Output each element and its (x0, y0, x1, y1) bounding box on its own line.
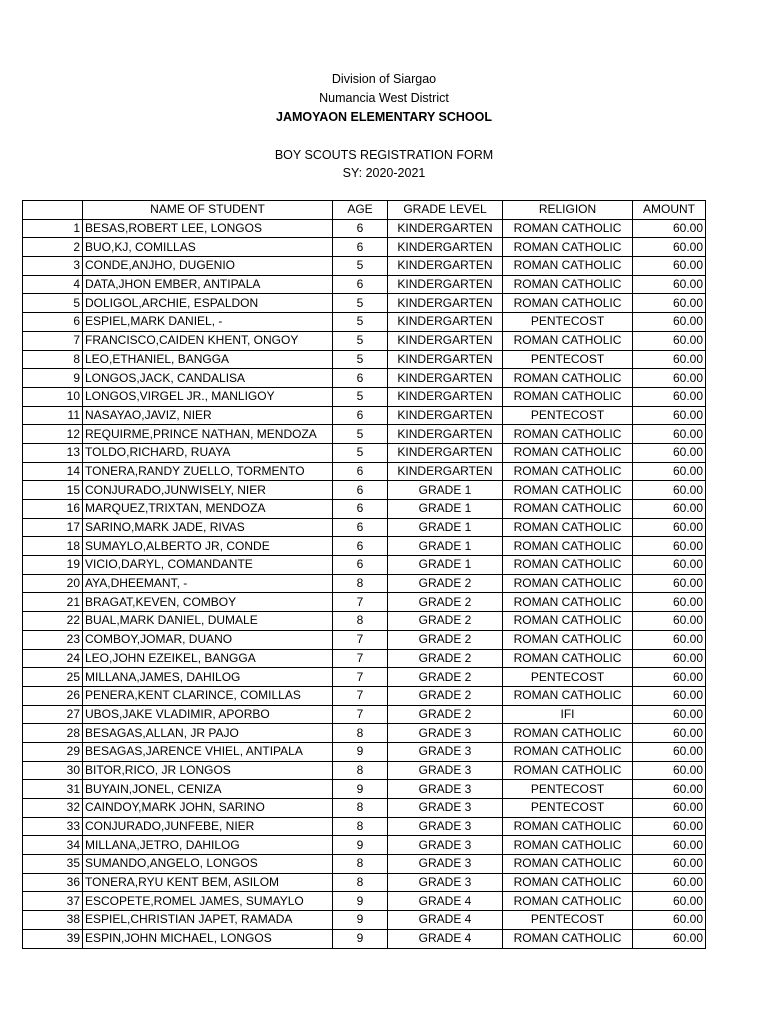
row-number: 24 (23, 649, 83, 668)
row-number: 1 (23, 219, 83, 238)
grade-level: GRADE 3 (388, 855, 503, 874)
amount: 60.00 (633, 238, 706, 257)
student-age: 9 (333, 929, 388, 948)
amount: 60.00 (633, 556, 706, 575)
student-name: TOLDO,RICHARD, RUAYA (83, 443, 333, 462)
table-row (23, 369, 706, 388)
grade-level: GRADE 2 (388, 612, 503, 631)
student-name: CAINDOY,MARK JOHN, SARINO (83, 799, 333, 818)
amount: 60.00 (633, 668, 706, 687)
table-row (23, 518, 706, 537)
division-title: Division of Siargao (331, 72, 437, 86)
student-name: CONDE,ANJHO, DUGENIO (83, 257, 333, 276)
student-name: COMBOY,JOMAR, DUANO (83, 630, 333, 649)
form-title: BOY SCOUTS REGISTRATION FORM (274, 148, 494, 162)
religion: ROMAN CATHOLIC (503, 761, 633, 780)
student-age: 5 (333, 387, 388, 406)
row-number: 22 (23, 612, 83, 631)
row-number: 36 (23, 873, 83, 892)
table-row (23, 911, 706, 930)
grade-level: GRADE 1 (388, 481, 503, 500)
student-age: 5 (333, 425, 388, 444)
grade-level: KINDERGARTEN (388, 350, 503, 369)
student-age: 9 (333, 742, 388, 761)
student-age: 6 (333, 462, 388, 481)
religion: ROMAN CATHOLIC (503, 649, 633, 668)
student-name: TONERA,RANDY ZUELLO, TORMENTO (83, 462, 333, 481)
grade-level: GRADE 2 (388, 630, 503, 649)
religion: ROMAN CATHOLIC (503, 612, 633, 631)
grade-level: KINDERGARTEN (388, 425, 503, 444)
row-number: 6 (23, 313, 83, 332)
student-age: 8 (333, 873, 388, 892)
amount: 60.00 (633, 313, 706, 332)
religion: ROMAN CATHOLIC (503, 500, 633, 519)
grade-level: KINDERGARTEN (388, 331, 503, 350)
grade-level: KINDERGARTEN (388, 257, 503, 276)
column-header-number (23, 201, 83, 220)
row-number: 19 (23, 556, 83, 575)
table-row (23, 761, 706, 780)
table-row (23, 275, 706, 294)
religion: PENTECOST (503, 668, 633, 687)
grade-level: GRADE 2 (388, 574, 503, 593)
amount: 60.00 (633, 724, 706, 743)
student-age: 5 (333, 350, 388, 369)
row-number: 28 (23, 724, 83, 743)
amount: 60.00 (633, 500, 706, 519)
grade-level: GRADE 1 (388, 500, 503, 519)
amount: 60.00 (633, 443, 706, 462)
grade-level: KINDERGARTEN (388, 294, 503, 313)
student-age: 9 (333, 780, 388, 799)
religion: ROMAN CATHOLIC (503, 686, 633, 705)
student-age: 8 (333, 761, 388, 780)
religion: ROMAN CATHOLIC (503, 873, 633, 892)
religion: ROMAN CATHOLIC (503, 387, 633, 406)
student-age: 5 (333, 294, 388, 313)
row-number: 7 (23, 331, 83, 350)
amount: 60.00 (633, 406, 706, 425)
table-row (23, 387, 706, 406)
table-row (23, 668, 706, 687)
grade-level: GRADE 3 (388, 742, 503, 761)
religion: ROMAN CATHOLIC (503, 817, 633, 836)
grade-level: GRADE 3 (388, 873, 503, 892)
student-name: LEO,ETHANIEL, BANGGA (83, 350, 333, 369)
grade-level: GRADE 2 (388, 649, 503, 668)
grade-level: KINDERGARTEN (388, 387, 503, 406)
student-name: SUMANDO,ANGELO, LONGOS (83, 855, 333, 874)
student-name: BESAGAS,JARENCE VHIEL, ANTIPALA (83, 742, 333, 761)
religion: ROMAN CATHOLIC (503, 425, 633, 444)
amount: 60.00 (633, 817, 706, 836)
grade-level: GRADE 1 (388, 537, 503, 556)
religion: PENTECOST (503, 780, 633, 799)
grade-level: GRADE 4 (388, 892, 503, 911)
row-number: 14 (23, 462, 83, 481)
row-number: 10 (23, 387, 83, 406)
grade-level: GRADE 3 (388, 799, 503, 818)
religion: ROMAN CATHOLIC (503, 331, 633, 350)
row-number: 5 (23, 294, 83, 313)
registration-table (22, 200, 706, 949)
amount: 60.00 (633, 686, 706, 705)
student-name: BUO,KJ, COMILLAS (83, 238, 333, 257)
student-age: 5 (333, 443, 388, 462)
student-age: 7 (333, 705, 388, 724)
religion: PENTECOST (503, 406, 633, 425)
column-header-amount: AMOUNT (633, 201, 706, 220)
religion: PENTECOST (503, 911, 633, 930)
student-name: UBOS,JAKE VLADIMIR, APORBO (83, 705, 333, 724)
religion: PENTECOST (503, 313, 633, 332)
religion: ROMAN CATHOLIC (503, 462, 633, 481)
grade-level: KINDERGARTEN (388, 219, 503, 238)
table-row (23, 406, 706, 425)
school-year: SY: 2020-2021 (342, 166, 426, 180)
religion: ROMAN CATHOLIC (503, 481, 633, 500)
student-age: 5 (333, 313, 388, 332)
religion: ROMAN CATHOLIC (503, 556, 633, 575)
table-row (23, 443, 706, 462)
table-row (23, 724, 706, 743)
table-row (23, 462, 706, 481)
religion: ROMAN CATHOLIC (503, 724, 633, 743)
student-name: ESPIEL,CHRISTIAN JAPET, RAMADA (83, 911, 333, 930)
grade-level: KINDERGARTEN (388, 238, 503, 257)
student-name: BUAL,MARK DANIEL, DUMALE (83, 612, 333, 631)
grade-level: GRADE 3 (388, 761, 503, 780)
student-age: 7 (333, 686, 388, 705)
religion: PENTECOST (503, 799, 633, 818)
row-number: 13 (23, 443, 83, 462)
table-row (23, 556, 706, 575)
religion: ROMAN CATHOLIC (503, 742, 633, 761)
table-row (23, 686, 706, 705)
row-number: 31 (23, 780, 83, 799)
row-number: 25 (23, 668, 83, 687)
table-header-row (23, 201, 706, 220)
amount: 60.00 (633, 705, 706, 724)
student-age: 8 (333, 612, 388, 631)
religion: ROMAN CATHOLIC (503, 275, 633, 294)
district-title: Numancia West District (319, 91, 449, 105)
grade-level: GRADE 2 (388, 668, 503, 687)
amount: 60.00 (633, 387, 706, 406)
student-name: CONJURADO,JUNWISELY, NIER (83, 481, 333, 500)
row-number: 16 (23, 500, 83, 519)
student-name: LONGOS,JACK, CANDALISA (83, 369, 333, 388)
student-age: 6 (333, 219, 388, 238)
row-number: 20 (23, 574, 83, 593)
row-number: 15 (23, 481, 83, 500)
student-name: MILLANA,JAMES, DAHILOG (83, 668, 333, 687)
column-header-religion: RELIGION (503, 201, 633, 220)
table-row (23, 892, 706, 911)
student-name: PENERA,KENT CLARINCE, COMILLAS (83, 686, 333, 705)
row-number: 23 (23, 630, 83, 649)
student-name: CONJURADO,JUNFEBE, NIER (83, 817, 333, 836)
amount: 60.00 (633, 836, 706, 855)
student-name: LEO,JOHN EZEIKEL, BANGGA (83, 649, 333, 668)
amount: 60.00 (633, 799, 706, 818)
amount: 60.00 (633, 219, 706, 238)
student-name: SUMAYLO,ALBERTO JR, CONDE (83, 537, 333, 556)
student-name: REQUIRME,PRINCE NATHAN, MENDOZA (83, 425, 333, 444)
student-age: 5 (333, 331, 388, 350)
row-number: 30 (23, 761, 83, 780)
student-name: BESAS,ROBERT LEE, LONGOS (83, 219, 333, 238)
student-name: BESAGAS,ALLAN, JR PAJO (83, 724, 333, 743)
student-age: 6 (333, 406, 388, 425)
amount: 60.00 (633, 518, 706, 537)
student-age: 5 (333, 257, 388, 276)
student-name: ESCOPETE,ROMEL JAMES, SUMAYLO (83, 892, 333, 911)
grade-level: GRADE 4 (388, 911, 503, 930)
student-age: 7 (333, 668, 388, 687)
grade-level: GRADE 1 (388, 556, 503, 575)
table-row (23, 929, 706, 948)
row-number: 21 (23, 593, 83, 612)
religion: ROMAN CATHOLIC (503, 257, 633, 276)
student-age: 6 (333, 518, 388, 537)
grade-level: KINDERGARTEN (388, 313, 503, 332)
student-age: 6 (333, 481, 388, 500)
table-row (23, 257, 706, 276)
grade-level: KINDERGARTEN (388, 369, 503, 388)
table-row (23, 593, 706, 612)
student-name: DOLIGOL,ARCHIE, ESPALDON (83, 294, 333, 313)
grade-level: KINDERGARTEN (388, 443, 503, 462)
student-age: 9 (333, 911, 388, 930)
grade-level: GRADE 2 (388, 686, 503, 705)
table-row (23, 780, 706, 799)
grade-level: GRADE 2 (388, 705, 503, 724)
amount: 60.00 (633, 649, 706, 668)
religion: ROMAN CATHOLIC (503, 238, 633, 257)
row-number: 3 (23, 257, 83, 276)
amount: 60.00 (633, 537, 706, 556)
amount: 60.00 (633, 350, 706, 369)
table-row (23, 836, 706, 855)
religion: ROMAN CATHOLIC (503, 294, 633, 313)
student-age: 6 (333, 275, 388, 294)
column-header-grade-level: GRADE LEVEL (388, 201, 503, 220)
grade-level: GRADE 2 (388, 593, 503, 612)
religion: ROMAN CATHOLIC (503, 929, 633, 948)
amount: 60.00 (633, 294, 706, 313)
religion: ROMAN CATHOLIC (503, 836, 633, 855)
table-row (23, 705, 706, 724)
school-name: JAMOYAON ELEMENTARY SCHOOL (276, 110, 492, 124)
row-number: 8 (23, 350, 83, 369)
religion: ROMAN CATHOLIC (503, 219, 633, 238)
student-name: MARQUEZ,TRIXTAN, MENDOZA (83, 500, 333, 519)
amount: 60.00 (633, 275, 706, 294)
row-number: 29 (23, 742, 83, 761)
amount: 60.00 (633, 612, 706, 631)
row-number: 27 (23, 705, 83, 724)
student-age: 7 (333, 593, 388, 612)
student-name: AYA,DHEEMANT, - (83, 574, 333, 593)
table-row (23, 238, 706, 257)
grade-level: GRADE 3 (388, 780, 503, 799)
student-age: 6 (333, 238, 388, 257)
student-age: 8 (333, 574, 388, 593)
amount: 60.00 (633, 425, 706, 444)
amount: 60.00 (633, 257, 706, 276)
table-row (23, 649, 706, 668)
table-row (23, 873, 706, 892)
table-row (23, 799, 706, 818)
student-name: FRANCISCO,CAIDEN KHENT, ONGOY (83, 331, 333, 350)
religion: ROMAN CATHOLIC (503, 537, 633, 556)
table-row (23, 612, 706, 631)
student-name: ESPIN,JOHN MICHAEL, LONGOS (83, 929, 333, 948)
student-name: BITOR,RICO, JR LONGOS (83, 761, 333, 780)
amount: 60.00 (633, 593, 706, 612)
amount: 60.00 (633, 630, 706, 649)
amount: 60.00 (633, 462, 706, 481)
table-row (23, 500, 706, 519)
row-number: 4 (23, 275, 83, 294)
student-age: 9 (333, 892, 388, 911)
amount: 60.00 (633, 929, 706, 948)
table-row (23, 630, 706, 649)
religion: ROMAN CATHOLIC (503, 443, 633, 462)
grade-level: GRADE 3 (388, 817, 503, 836)
grade-level: GRADE 1 (388, 518, 503, 537)
student-name: ESPIEL,MARK DANIEL, - (83, 313, 333, 332)
row-number: 2 (23, 238, 83, 257)
row-number: 37 (23, 892, 83, 911)
row-number: 17 (23, 518, 83, 537)
student-name: BRAGAT,KEVEN, COMBOY (83, 593, 333, 612)
religion: ROMAN CATHOLIC (503, 574, 633, 593)
table-row (23, 313, 706, 332)
student-name: VICIO,DARYL, COMANDANTE (83, 556, 333, 575)
table-row (23, 481, 706, 500)
table-row (23, 817, 706, 836)
table-row (23, 425, 706, 444)
grade-level: KINDERGARTEN (388, 406, 503, 425)
student-age: 8 (333, 799, 388, 818)
amount: 60.00 (633, 761, 706, 780)
amount: 60.00 (633, 873, 706, 892)
table-row (23, 219, 706, 238)
table-row (23, 855, 706, 874)
table-row (23, 350, 706, 369)
row-number: 34 (23, 836, 83, 855)
row-number: 38 (23, 911, 83, 930)
student-age: 8 (333, 724, 388, 743)
religion: ROMAN CATHOLIC (503, 593, 633, 612)
religion: ROMAN CATHOLIC (503, 630, 633, 649)
row-number: 9 (23, 369, 83, 388)
religion: PENTECOST (503, 350, 633, 369)
row-number: 32 (23, 799, 83, 818)
row-number: 11 (23, 406, 83, 425)
student-age: 8 (333, 855, 388, 874)
religion: ROMAN CATHOLIC (503, 518, 633, 537)
student-age: 7 (333, 649, 388, 668)
religion: IFI (503, 705, 633, 724)
student-name: SARINO,MARK JADE, RIVAS (83, 518, 333, 537)
religion: ROMAN CATHOLIC (503, 855, 633, 874)
grade-level: GRADE 3 (388, 724, 503, 743)
table-row (23, 574, 706, 593)
student-age: 6 (333, 500, 388, 519)
table-body (23, 219, 706, 948)
row-number: 33 (23, 817, 83, 836)
grade-level: GRADE 4 (388, 929, 503, 948)
amount: 60.00 (633, 742, 706, 761)
student-name: LONGOS,VIRGEL JR., MANLIGOY (83, 387, 333, 406)
student-name: DATA,JHON EMBER, ANTIPALA (83, 275, 333, 294)
row-number: 26 (23, 686, 83, 705)
row-number: 18 (23, 537, 83, 556)
grade-level: KINDERGARTEN (388, 462, 503, 481)
row-number: 12 (23, 425, 83, 444)
amount: 60.00 (633, 892, 706, 911)
table-row (23, 294, 706, 313)
column-header-name: NAME OF STUDENT (83, 201, 333, 220)
student-name: TONERA,RYU KENT BEM, ASILOM (83, 873, 333, 892)
amount: 60.00 (633, 855, 706, 874)
student-age: 7 (333, 630, 388, 649)
table-row (23, 537, 706, 556)
grade-level: KINDERGARTEN (388, 275, 503, 294)
amount: 60.00 (633, 574, 706, 593)
religion: ROMAN CATHOLIC (503, 892, 633, 911)
amount: 60.00 (633, 780, 706, 799)
amount: 60.00 (633, 911, 706, 930)
row-number: 39 (23, 929, 83, 948)
grade-level: GRADE 3 (388, 836, 503, 855)
row-number: 35 (23, 855, 83, 874)
student-name: BUYAIN,JONEL, CENIZA (83, 780, 333, 799)
student-age: 9 (333, 836, 388, 855)
student-age: 8 (333, 817, 388, 836)
column-header-age: AGE (333, 201, 388, 220)
student-age: 6 (333, 556, 388, 575)
amount: 60.00 (633, 369, 706, 388)
student-age: 6 (333, 369, 388, 388)
amount: 60.00 (633, 331, 706, 350)
table-row (23, 331, 706, 350)
student-name: MILLANA,JETRO, DAHILOG (83, 836, 333, 855)
student-name: NASAYAO,JAVIZ, NIER (83, 406, 333, 425)
student-age: 6 (333, 537, 388, 556)
religion: ROMAN CATHOLIC (503, 369, 633, 388)
amount: 60.00 (633, 481, 706, 500)
table-row (23, 742, 706, 761)
